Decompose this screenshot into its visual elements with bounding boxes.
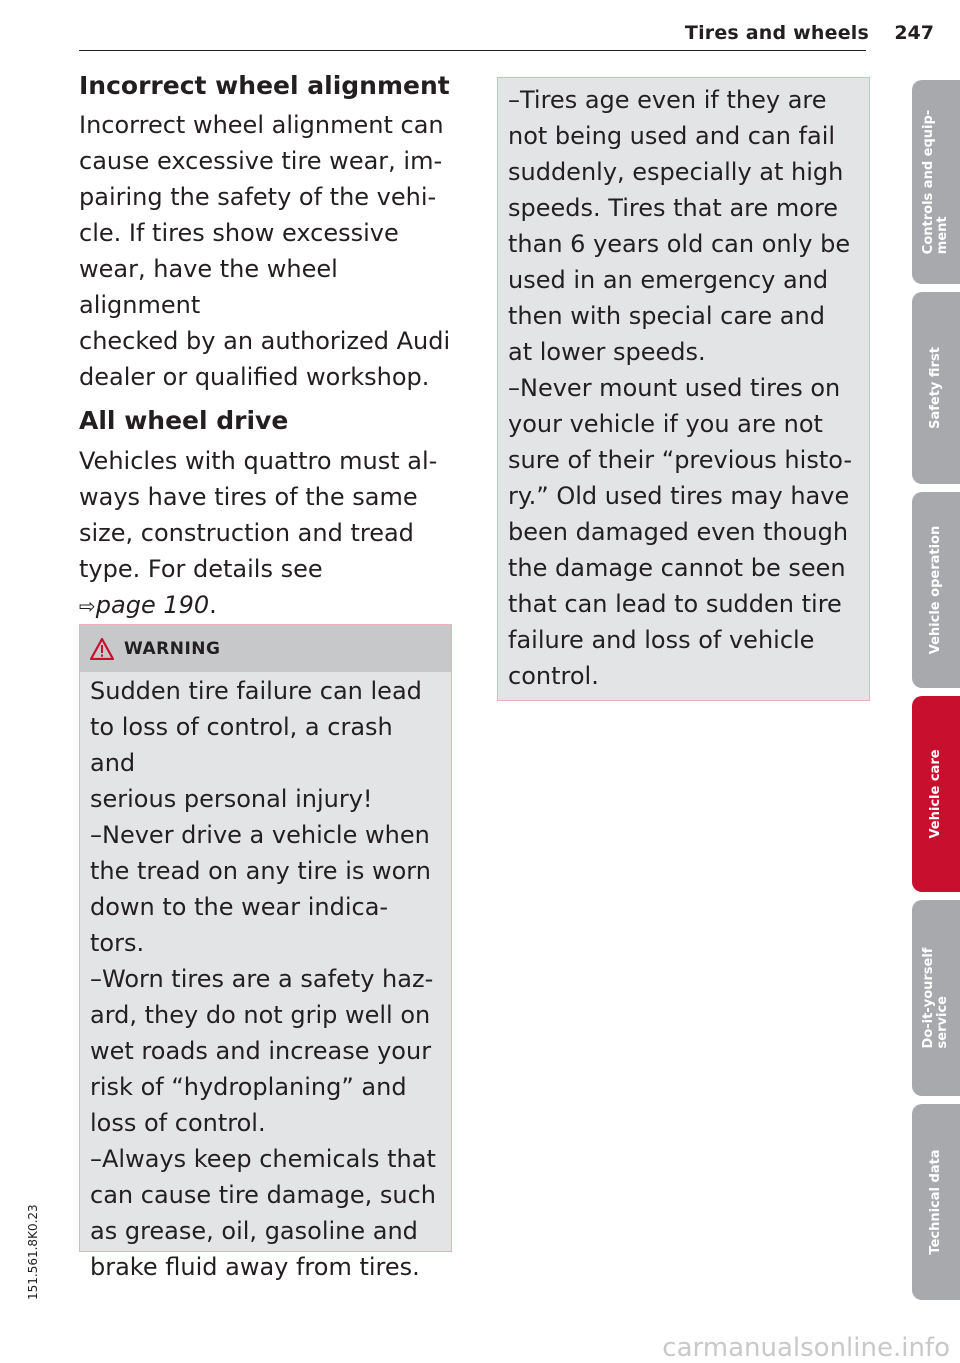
warning-item [90, 1141, 441, 1285]
warning-item-line: tors. [90, 929, 145, 957]
tab-label-line: Safety first [928, 347, 943, 429]
warning-item-line: the damage cannot be seen [508, 554, 846, 582]
warning-item-line: down to the wear indica- [90, 893, 389, 921]
warning-item-line: then with special care and [508, 302, 825, 330]
warning-label: WARNING [124, 638, 221, 659]
warning-item-line: –Tires age even if they are [508, 86, 827, 114]
page-reference[interactable] [79, 587, 457, 624]
tab-controls-and-equipment[interactable] [912, 80, 960, 284]
text-line: dealer or qualified workshop. [79, 362, 430, 391]
warning-item-line: risk of “hydroplaning” and [90, 1073, 407, 1101]
warning-item-line: control. [508, 662, 599, 690]
tab-label-line: service [935, 996, 950, 1049]
warning-triangle-icon [90, 638, 114, 660]
text-line: checked by an authorized Audi [79, 326, 451, 355]
text-line: cause excessive tire wear, im- [79, 146, 443, 175]
warning-item-line: not being used and can fail [508, 122, 836, 150]
arrow-right-icon: ⇨ [79, 594, 96, 618]
warning-item-line: ry.” Old used tires may have [508, 482, 850, 510]
tab-label [922, 948, 950, 1049]
text-line: ways have tires of the same [79, 483, 418, 511]
section-heading-alignment: Incorrect wheel alignment [79, 71, 450, 100]
warning-item-line: ard, they do not grip well on [90, 1001, 431, 1029]
tab-label [922, 110, 950, 254]
warning-item-line: at lower speeds. [508, 338, 706, 366]
warning-item-line: –Always keep chemicals that [90, 1145, 436, 1173]
tab-label [929, 347, 943, 429]
warning-continued-box [497, 77, 870, 701]
watermark: carmanualsonline.info [662, 1333, 950, 1363]
warning-item-line: –Worn tires are a safety haz- [90, 965, 434, 993]
warning-item-line: that can lead to sudden tire [508, 590, 842, 618]
tab-label [929, 749, 943, 838]
text-line: size, construction and tread [79, 519, 414, 547]
tab-safety-first[interactable] [912, 292, 960, 484]
warning-item [90, 817, 441, 961]
tab-label-line: Controls and equip- [921, 109, 936, 255]
section-heading-awd: All wheel drive [79, 405, 289, 435]
tab-vehicle-care[interactable] [912, 696, 960, 892]
warning-intro-line: Sudden tire failure can lead [90, 677, 422, 705]
page-reference-suffix: . [209, 591, 217, 619]
warning-box [79, 624, 452, 1281]
warning-item-line: your vehicle if you are not [508, 410, 823, 438]
warning-item-line: failure and loss of vehicle [508, 626, 815, 654]
warning-intro-line: to loss of control, a crash and [90, 713, 393, 777]
warning-item-line: brake fluid away from tires. [90, 1253, 420, 1281]
tab-label [929, 526, 943, 654]
warning-item [90, 961, 441, 1141]
text-line: wear, have the wheel alignment [79, 254, 338, 319]
text-line: cle. If tires show excessive [79, 218, 399, 247]
header-rule [79, 50, 866, 51]
tab-label-line: Technical data [928, 1149, 943, 1255]
tab-label [929, 1149, 943, 1254]
warning-item [508, 370, 859, 694]
warning-item-line: sure of their “previous histo- [508, 446, 853, 474]
warning-item-line: suddenly, especially at high [508, 158, 844, 186]
warning-item-line: –Never drive a vehicle when [90, 821, 430, 849]
page-number: 247 [894, 22, 934, 44]
awd-paragraph [79, 443, 457, 624]
warning-item-line: wet roads and increase your [90, 1037, 432, 1065]
tab-technical-data[interactable] [912, 1104, 960, 1300]
warning-item-line: can cause tire damage, such [90, 1181, 436, 1209]
text-line: Incorrect wheel alignment can [79, 110, 444, 139]
text-line: pairing the safety of the vehi- [79, 182, 437, 211]
running-header-title: Tires and wheels [684, 22, 869, 44]
warning-header [80, 625, 451, 672]
warning-item-line: –Never mount used tires on [508, 374, 841, 402]
text-line: Vehicles with quattro must al- [79, 447, 438, 475]
tab-label-line: Vehicle care [928, 749, 943, 839]
alignment-paragraph [79, 107, 457, 395]
tab-label-line: Vehicle operation [928, 525, 943, 655]
warning-item-line: loss of control. [90, 1109, 266, 1137]
warning-item [508, 82, 859, 370]
warning-item-line: than 6 years old can only be [508, 230, 851, 258]
text-line: type. For details see [79, 555, 323, 583]
warning-item-line: been damaged even though [508, 518, 849, 546]
document-code: 151.561.8K0.23 [26, 1204, 40, 1300]
tab-vehicle-operation[interactable] [912, 492, 960, 688]
warning-intro-line: serious personal injury! [90, 785, 373, 813]
page-reference-link[interactable]: page 190 [95, 591, 210, 619]
warning-body [80, 672, 451, 1285]
tab-do-it-yourself-service[interactable] [912, 900, 960, 1096]
warning-item-line: as grease, oil, gasoline and [90, 1217, 418, 1245]
left-column [79, 70, 457, 624]
warning-item-line: the tread on any tire is worn [90, 857, 431, 885]
tab-label-line: Do-it-yourself [921, 947, 936, 1049]
warning-item-line: speeds. Tires that are more [508, 194, 839, 222]
tab-label-line: ment [935, 216, 950, 255]
warning-item-line: used in an emergency and [508, 266, 829, 294]
